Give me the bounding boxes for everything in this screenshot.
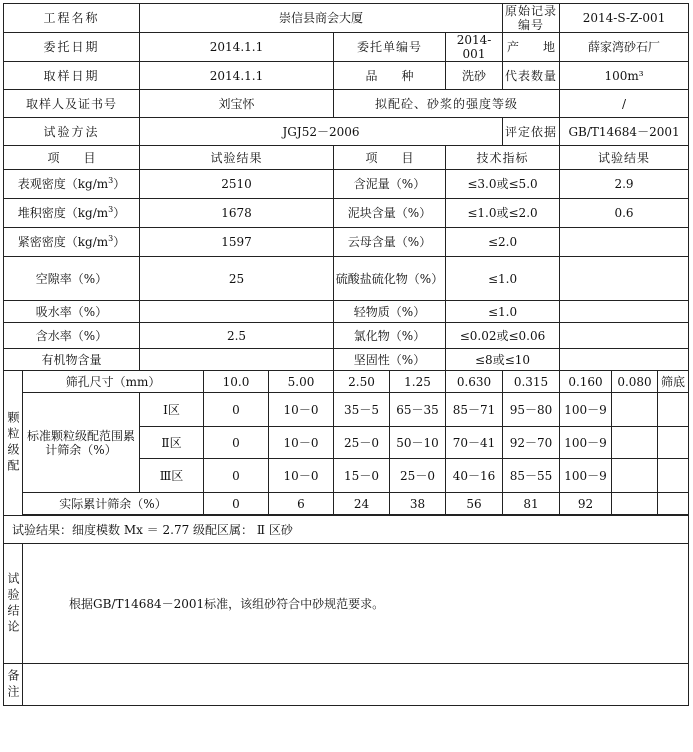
actual-value: 38: [390, 493, 446, 515]
sampler-label: 取样人及证书号: [4, 90, 140, 118]
prop-item: 空隙率（%）: [4, 257, 140, 301]
zone-value: 25－0: [390, 459, 446, 493]
zone-value: 92－70: [503, 427, 560, 459]
zone-value: 50－10: [390, 427, 446, 459]
zone-value: 10－0: [269, 393, 334, 427]
zone-value: [612, 459, 658, 493]
prop-spec: ≤1.0或≤2.0: [446, 199, 560, 228]
sieve-size: 0.630: [446, 371, 503, 393]
prop-item: 紧密密度$(kg/m^3)$: [4, 228, 140, 257]
zone-value: [658, 459, 689, 493]
zone-value: 40－16: [446, 459, 503, 493]
sand-test-table: [3, 3, 689, 706]
commission-date-value: 2014.1.1: [140, 33, 334, 62]
conclusion-text: 根据GB/T14684－2001标准，该组砂符合中砂规范要求。: [23, 544, 689, 664]
zone-value: 25－0: [334, 427, 390, 459]
sieve-size: 10.0: [204, 371, 269, 393]
zone-value: 0: [204, 393, 269, 427]
zone-value: 85－71: [446, 393, 503, 427]
actual-label: 实际累计筛余（%）: [23, 493, 204, 515]
props-header-result: 试验结果: [140, 146, 334, 170]
commission-no-value: 2014-001: [446, 33, 503, 62]
prop-item2: 云母含量（%）: [334, 228, 446, 257]
variety-label: 品 种: [334, 62, 446, 90]
zone-value: 100－9: [560, 427, 612, 459]
prop-item2: 含泥量（%）: [334, 170, 446, 199]
actual-value: 56: [446, 493, 503, 515]
zone-value: [658, 427, 689, 459]
prop-result: 2.5: [140, 323, 334, 349]
actual-value: 0: [204, 493, 269, 515]
prop-result2: 2.9: [560, 170, 689, 199]
prop-item2: 氯化物（%）: [334, 323, 446, 349]
prop-item: 吸水率（%）: [4, 301, 140, 323]
zone-value: 0: [204, 459, 269, 493]
origin-label: 产 地: [503, 33, 560, 62]
props-header-result2: 试验结果: [560, 146, 689, 170]
prop-item: 含水率（%）: [4, 323, 140, 349]
prop-item2: 泥块含量（%）: [334, 199, 446, 228]
sample-date-value: 2014.1.1: [140, 62, 334, 90]
prop-item: 有机物含量: [4, 349, 140, 371]
sample-date-label: 取样日期: [4, 62, 140, 90]
prop-result2: 0.6: [560, 199, 689, 228]
actual-value: 92: [560, 493, 612, 515]
zone-label: Ⅲ区: [140, 459, 204, 493]
prop-spec: ≤2.0: [446, 228, 560, 257]
variety-value: 洗砂: [446, 62, 503, 90]
prop-result: [140, 301, 334, 323]
actual-value: [612, 493, 658, 515]
sieve-size: 2.50: [334, 371, 390, 393]
zone-value: [612, 393, 658, 427]
zone-value: 35－5: [334, 393, 390, 427]
prop-item: 堆积密度$(kg/m^3)$: [4, 199, 140, 228]
zone-value: 10－0: [269, 427, 334, 459]
sieve-label: 筛孔尺寸（mm）: [23, 371, 204, 393]
quantity-label: 代表数量: [503, 62, 560, 90]
actual-value: 6: [269, 493, 334, 515]
project-label: 工程名称: [4, 4, 140, 33]
prop-result: [140, 349, 334, 371]
basis-value: GB/T14684－2001: [560, 118, 689, 146]
result-line: 试验结果：细度模数 Mx ＝ 2.77 级配区属： Ⅱ 区砂: [4, 516, 689, 544]
test-record-sheet: [3, 3, 688, 706]
props-header-item2: 项 目: [334, 146, 446, 170]
method-value: JGJ52－2006: [140, 118, 503, 146]
basis-label: 评定依据: [503, 118, 560, 146]
sampler-value: 刘宝怀: [140, 90, 334, 118]
project-value: 崇信县商会大厦: [140, 4, 503, 33]
sieve-size: 筛底: [658, 371, 689, 393]
prop-item: 表观密度$(kg/m^3)$: [4, 170, 140, 199]
prop-result2: [560, 301, 689, 323]
zone-label: Ⅱ区: [140, 427, 204, 459]
commission-date-label: 委托日期: [4, 33, 140, 62]
props-header-spec: 技术指标: [446, 146, 560, 170]
grade-label: 拟配砼、砂浆的强度等级: [334, 90, 560, 118]
prop-spec: ≤1.0: [446, 301, 560, 323]
sieve-size: 1.25: [390, 371, 446, 393]
zone-value: 65－35: [390, 393, 446, 427]
props-header-item: 项 目: [4, 146, 140, 170]
prop-result: 1678: [140, 199, 334, 228]
zone-value: 100－9: [560, 459, 612, 493]
actual-value: 81: [503, 493, 560, 515]
prop-result: 2510: [140, 170, 334, 199]
prop-result: 25: [140, 257, 334, 301]
sieve-size: 0.080: [612, 371, 658, 393]
conclusion-label: 试验结论: [4, 544, 23, 664]
prop-result2: [560, 257, 689, 301]
origin-value: 薛家湾砂石厂: [560, 33, 689, 62]
sieve-size: 0.315: [503, 371, 560, 393]
method-label: 试验方法: [4, 118, 140, 146]
prop-result2: [560, 349, 689, 371]
zone-value: 0: [204, 427, 269, 459]
remarks-label: 备注: [4, 664, 23, 706]
prop-spec: ≤3.0或≤5.0: [446, 170, 560, 199]
zone-value: 85－55: [503, 459, 560, 493]
prop-result2: [560, 323, 689, 349]
sieve-size: 5.00: [269, 371, 334, 393]
zone-value: [658, 393, 689, 427]
zone-value: 100－9: [560, 393, 612, 427]
commission-no-label: 委托单编号: [334, 33, 446, 62]
quantity-value: 100m³: [560, 62, 689, 90]
zone-value: 15－0: [334, 459, 390, 493]
prop-spec: ≤1.0: [446, 257, 560, 301]
zone-value: 95－80: [503, 393, 560, 427]
grade-value: /: [560, 90, 689, 118]
zone-value: [612, 427, 658, 459]
prop-item2: 坚固性（%）: [334, 349, 446, 371]
prop-item2: 轻物质（%）: [334, 301, 446, 323]
remarks-text: [23, 664, 689, 706]
record-no-value: 2014-S-Z-001: [560, 4, 689, 33]
actual-value: 24: [334, 493, 390, 515]
prop-spec: ≤8或≤10: [446, 349, 560, 371]
sieve-size: 0.160: [560, 371, 612, 393]
zone-value: 70－41: [446, 427, 503, 459]
std-grading-label: 标准颗粒级配范围累计筛余（%）: [23, 393, 140, 493]
prop-spec: ≤0.02或≤0.06: [446, 323, 560, 349]
prop-result2: [560, 228, 689, 257]
zone-value: 10－0: [269, 459, 334, 493]
record-no-label: 原始记录编号: [503, 4, 560, 33]
grading-side-label: 颗粒级配: [4, 371, 23, 516]
prop-item2: 硫酸盐硫化物（%）: [334, 257, 446, 301]
actual-value: [658, 493, 689, 515]
prop-result: 1597: [140, 228, 334, 257]
zone-label: Ⅰ区: [140, 393, 204, 427]
